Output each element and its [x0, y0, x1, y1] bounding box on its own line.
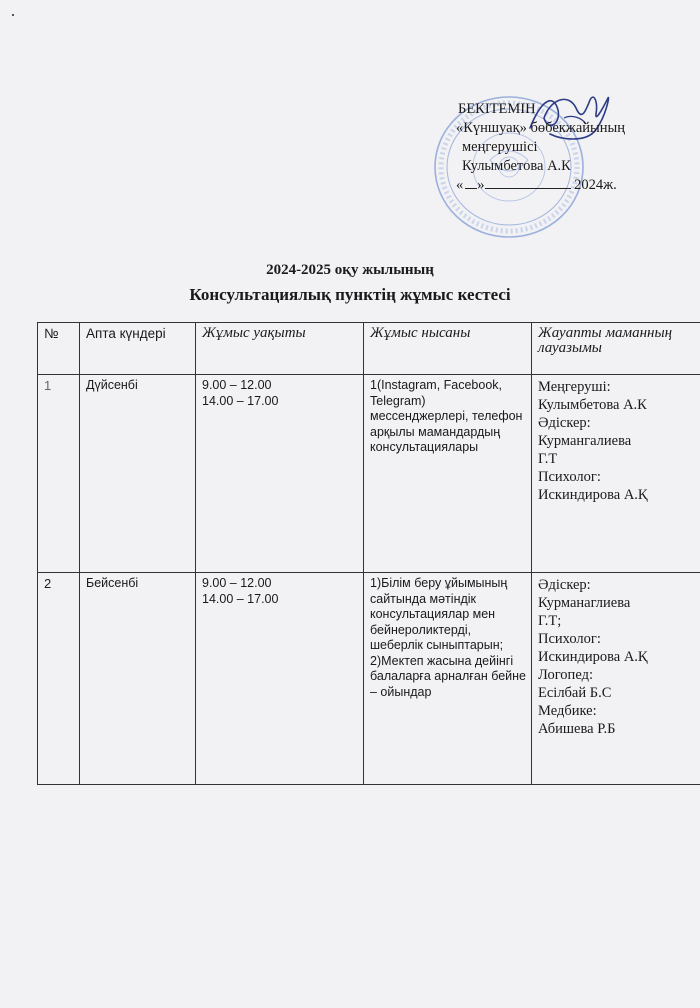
responsible-line: Әдіскер: — [538, 577, 591, 593]
header-work-time: Жұмыс уақыты — [196, 323, 364, 375]
responsible-line: Абишева Р.Б — [538, 721, 616, 737]
responsible-line: Меңгеруші: — [538, 379, 611, 395]
date-year: 2024ж. — [574, 177, 617, 193]
approval-position: меңгерушісі — [462, 139, 538, 155]
responsible-line: Психолог: — [538, 469, 601, 485]
row-time — [196, 375, 364, 573]
approval-date-line — [440, 176, 690, 195]
date-quote-close: » — [477, 177, 485, 193]
time-morning: 9.00 – 12.00 — [202, 576, 272, 590]
header-work-form: Жұмыс нысаны — [364, 323, 532, 375]
date-quote-open: « — [456, 177, 464, 193]
row-time — [196, 573, 364, 785]
responsible-line: Логопед: — [538, 667, 593, 683]
responsible-line: Әдіскер: — [538, 415, 591, 431]
time-afternoon: 14.00 – 17.00 — [202, 393, 279, 408]
table-row — [38, 573, 700, 785]
responsible-line: Г.Т; — [538, 613, 562, 629]
row-day: Дүйсенбі — [80, 375, 196, 573]
row-responsible — [532, 375, 700, 573]
responsible-line: Есілбай Б.С — [538, 685, 612, 701]
document-title: Консультациялық пунктің жұмыс кестесі — [189, 285, 511, 304]
responsible-line: Медбике: — [538, 703, 597, 719]
table-row — [38, 375, 700, 573]
row-day: Бейсенбі — [80, 573, 196, 785]
month-blank — [485, 176, 571, 189]
row-number: 1 — [38, 375, 80, 573]
header-weekday: Апта күндері — [80, 323, 196, 375]
day-blank — [465, 176, 477, 189]
responsible-line: Курмангалиева — [538, 433, 632, 449]
schedule-table — [37, 322, 700, 785]
row-form: 1(Instagram, Facebook, Telegram) мессенджерлері, телефон арқылы мамандардың консультациялары — [364, 375, 532, 573]
row-responsible — [532, 573, 700, 785]
responsible-line: Психолог: — [538, 631, 601, 647]
approval-organization: «Күншуақ» бөбекжайының — [456, 120, 626, 136]
approval-name: Кулымбетова А.К — [462, 158, 571, 174]
row-number: 2 — [38, 573, 80, 785]
time-morning: 9.00 – 12.00 — [202, 378, 272, 392]
scan-speck — [12, 14, 14, 16]
table-header-row — [38, 323, 700, 375]
responsible-line: Искиндирова А.Қ — [538, 649, 648, 665]
header-responsible: Жауапты маманның лауазымы — [532, 323, 700, 375]
header-number: № — [38, 323, 80, 375]
time-afternoon: 14.00 – 17.00 — [202, 591, 279, 606]
approval-block — [440, 100, 690, 195]
responsible-line: Г.Т — [538, 451, 558, 467]
responsible-line: Кулымбетова А.К — [538, 397, 647, 413]
responsible-line: Курманаглиева — [538, 595, 631, 611]
approval-heading: БЕКІТЕМІН — [458, 101, 536, 117]
responsible-line: Искиндирова А.Қ — [538, 487, 648, 503]
row-form: 1)Білім беру ұйымының сайтында мәтіндік консультациялар мен бейнероликтерді, шеберлік сыныптарын; 2)Мектеп жасына дейінгі балаларға арналған бейне – ойындар — [364, 573, 532, 785]
document-subtitle: 2024-2025 оқу жылының — [266, 262, 434, 278]
